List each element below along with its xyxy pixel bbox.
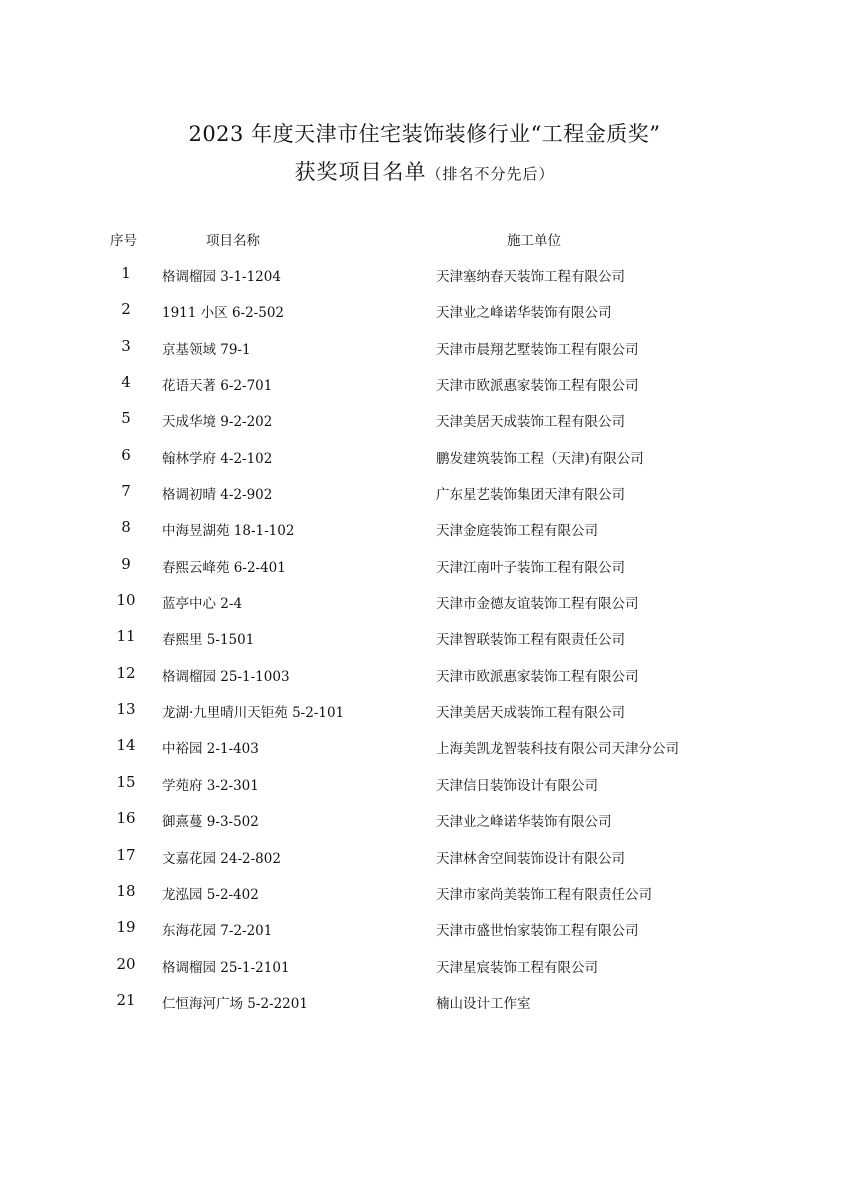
table-row: [0, 628, 849, 664]
construction-unit: 天津市欧派惠家装饰工程有限公司: [436, 668, 639, 685]
project-name: 中裕园 2-1-403: [162, 741, 259, 758]
row-number: 4: [121, 373, 131, 392]
project-name: 翰林学府 4-2-102: [162, 450, 273, 467]
row-number: 16: [116, 809, 136, 828]
table-row: [0, 483, 849, 519]
table-row: [0, 992, 849, 1028]
table-row: [0, 701, 849, 737]
table-row: [0, 410, 849, 446]
row-number: 7: [121, 482, 131, 501]
row-number: 18: [116, 881, 136, 900]
row-number: 3: [121, 336, 131, 355]
table-row: [0, 519, 849, 555]
construction-unit: 天津信日装饰设计有限公司: [436, 777, 598, 794]
construction-unit: 天津塞纳春天装饰工程有限公司: [436, 269, 625, 285]
row-number: 9: [121, 554, 131, 573]
project-name: 御熹蔓 9-3-502: [162, 814, 259, 831]
row-number: 21: [116, 990, 136, 1009]
row-number: 14: [116, 736, 136, 755]
table-row: [0, 592, 849, 628]
table-row: [0, 737, 849, 773]
construction-unit: 天津业之峰诺华装饰有限公司: [436, 814, 612, 831]
row-number: 11: [116, 627, 136, 646]
table-row: [0, 847, 849, 883]
table-row: [0, 374, 849, 410]
project-name: 仁恒海河广场 5-2-2201: [162, 995, 308, 1012]
table-row: [0, 774, 849, 810]
row-number: 13: [116, 700, 136, 719]
construction-unit: 天津美居天成装饰工程有限公司: [436, 414, 625, 431]
row-number: 19: [116, 918, 136, 937]
project-name: 格调榴园 25-1-1003: [162, 668, 290, 685]
project-name: 格调初晴 4-2-902: [162, 487, 273, 504]
construction-unit: 鹏发建筑装饰工程（天津)有限公司: [436, 450, 644, 467]
construction-unit: 天津金庭装饰工程有限公司: [436, 523, 598, 540]
table-row: [0, 810, 849, 846]
project-name: 春熙里 5-1501: [162, 632, 255, 649]
row-number: 1: [121, 264, 131, 282]
construction-unit: 广东星艺装饰集团天津有限公司: [436, 487, 625, 504]
project-name: 格调榴园 3-1-1204: [162, 269, 281, 285]
table-row: [0, 556, 849, 592]
subtitle-text: 获奖项目名单: [294, 160, 427, 184]
table-row: [0, 447, 849, 483]
table-row: [0, 919, 849, 955]
construction-unit: 天津林舍空间装饰设计有限公司: [436, 850, 625, 867]
header-no: 序号: [110, 233, 137, 249]
construction-unit: 天津江南叶子装饰工程有限公司: [436, 559, 625, 576]
construction-unit: 天津智联装饰工程有限责任公司: [436, 632, 625, 649]
project-name: 东海花园 7-2-201: [162, 923, 273, 940]
construction-unit: 上海美凯龙智装科技有限公司天津分公司: [436, 741, 679, 758]
project-name: 花语天著 6-2-701: [162, 378, 273, 395]
project-name: 龙泓园 5-2-402: [162, 886, 259, 903]
table-row: [0, 338, 849, 374]
table-header: [0, 229, 849, 249]
table-row: [0, 265, 849, 301]
project-name: 天成华境 9-2-202: [162, 414, 273, 431]
row-number: 12: [116, 663, 136, 682]
construction-unit: 天津市晨翔艺墅装饰工程有限公司: [436, 341, 639, 358]
project-name: 中海昱湖苑 18-1-102: [162, 523, 295, 540]
table-row: [0, 665, 849, 701]
row-number: 6: [121, 445, 131, 464]
header-project-name: 项目名称: [206, 233, 260, 249]
document-title: 2023 年度天津市住宅装饰装修行业“工程金质奖”: [188, 122, 661, 146]
construction-unit: 天津市家尚美装饰工程有限责任公司: [436, 886, 652, 903]
table-row: [0, 301, 849, 337]
subtitle-note: （排名不分先后）: [426, 165, 555, 183]
row-number: 8: [121, 518, 131, 537]
project-name: 学苑府 3-2-301: [162, 777, 259, 794]
table-body: [0, 265, 849, 1028]
construction-unit: 天津市盛世怡家装饰工程有限公司: [436, 923, 639, 940]
construction-unit: 天津星宸装饰工程有限公司: [436, 959, 598, 976]
construction-unit: 楠山设计工作室: [436, 995, 531, 1012]
project-name: 文嘉花园 24-2-802: [162, 850, 281, 867]
row-number: 10: [116, 591, 136, 610]
construction-unit: 天津市欧派惠家装饰工程有限公司: [436, 378, 639, 395]
construction-unit: 天津市金德友谊装饰工程有限公司: [436, 596, 639, 613]
table-row: [0, 883, 849, 919]
construction-unit: 天津美居天成装饰工程有限公司: [436, 705, 625, 722]
row-number: 2: [121, 300, 131, 319]
row-number: 17: [116, 845, 136, 864]
project-name: 1911 小区 6-2-502: [162, 305, 285, 322]
row-number: 20: [116, 954, 136, 973]
row-number: 15: [116, 772, 136, 791]
construction-unit: 天津业之峰诺华装饰有限公司: [436, 305, 612, 322]
project-name: 格调榴园 25-1-2101: [162, 959, 290, 976]
row-number: 5: [121, 409, 131, 428]
project-name: 龙湖·九里晴川天钜苑 5-2-101: [162, 705, 345, 722]
project-name: 京基领域 79-1: [162, 341, 251, 358]
document-subtitle: [0, 156, 849, 186]
project-name: 蓝亭中心 2-4: [162, 596, 243, 613]
header-construction-unit: 施工单位: [507, 233, 561, 249]
project-name: 春熙云峰苑 6-2-401: [162, 559, 286, 576]
table-row: [0, 956, 849, 992]
